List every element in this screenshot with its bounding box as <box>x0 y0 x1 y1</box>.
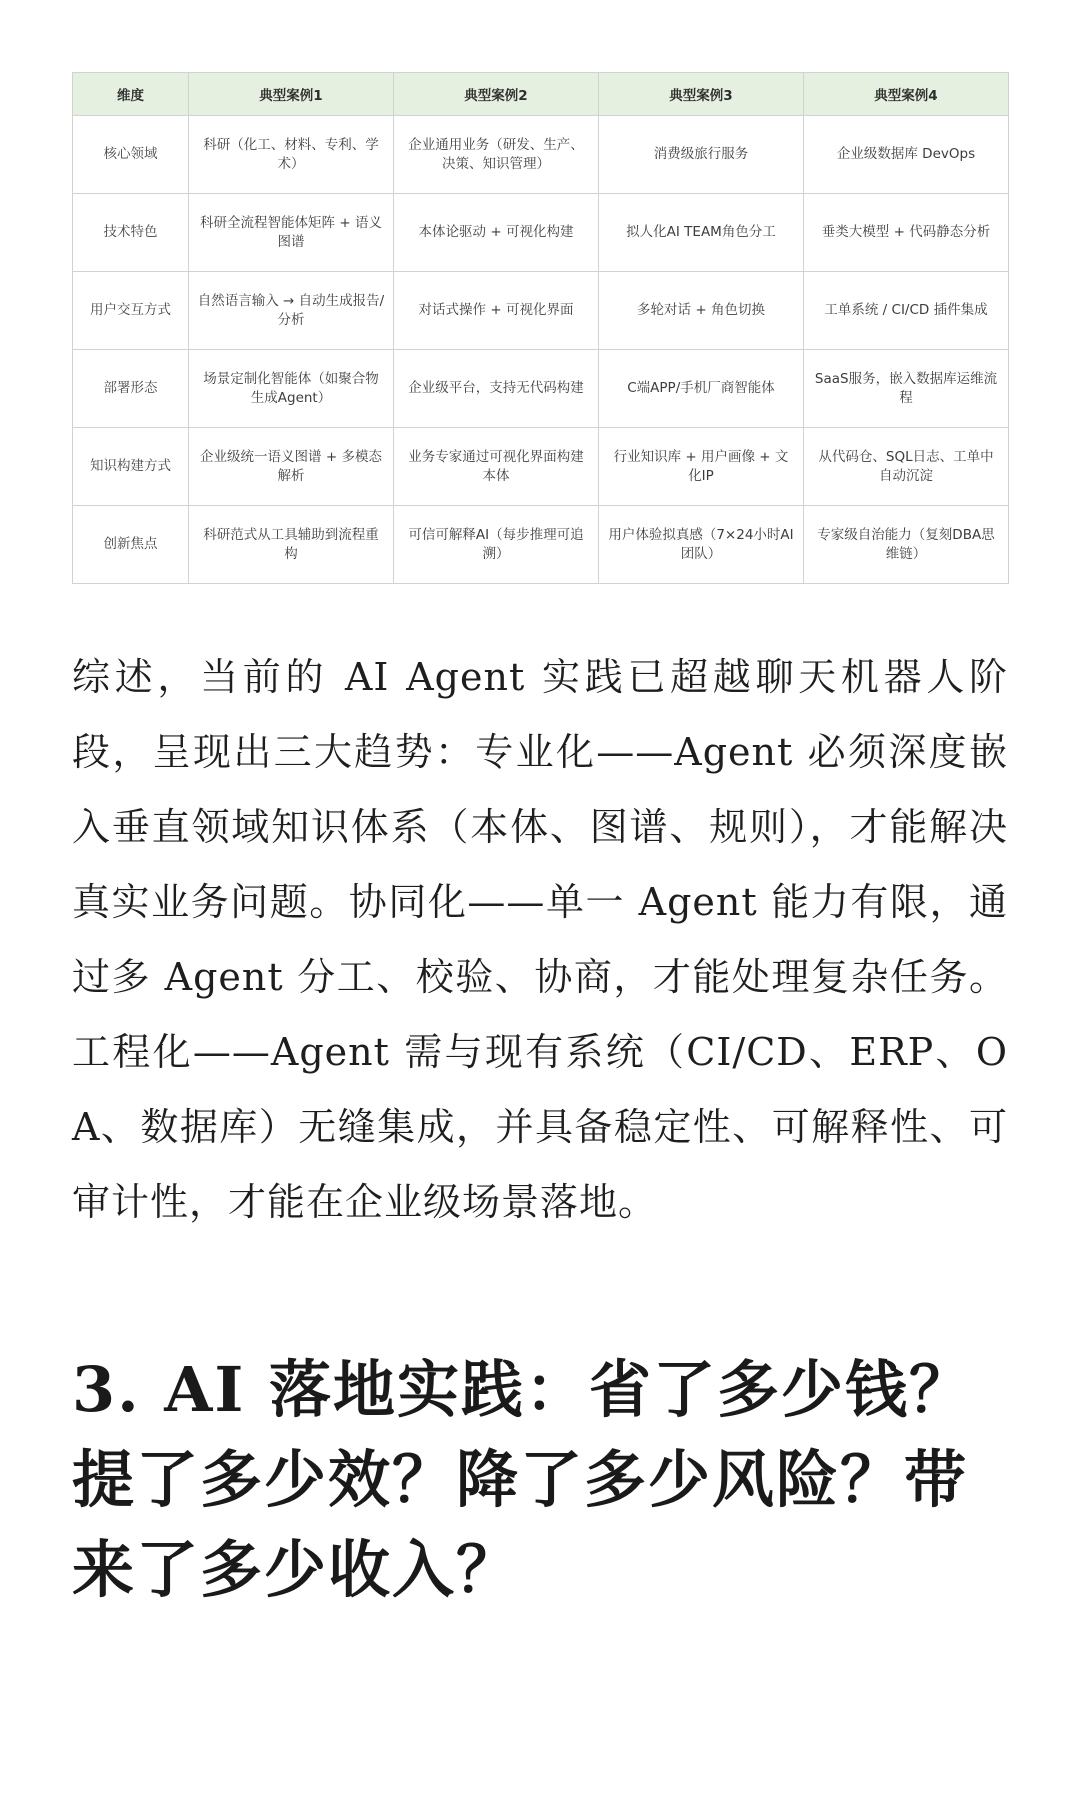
row-dimension-label: 用户交互方式 <box>73 272 189 350</box>
header-case-2: 典型案例2 <box>394 73 599 116</box>
table-row <box>73 350 1009 428</box>
table-cell: 科研全流程智能体矩阵 + 语义图谱 <box>189 194 394 272</box>
summary-paragraph: 综述，当前的 AI Agent 实践已超越聊天机器人阶段，呈现出三大趋势：专业化——Agent 必须深度嵌入垂直领域知识体系（本体、图谱、规则），才能解决真实业务问题。协同化——单一 Agent 能力有限，通过多 Agent 分工、校验、协商，才能处理复杂任务。工程化——Agent 需与现有系统（CI/CD、ERP、OA、数据库）无缝集成，并具备稳定性、可解释性、可审计性，才能在企业级场景落地。 <box>72 655 1008 1224</box>
table-cell: 垂类大模型 + 代码静态分析 <box>804 194 1009 272</box>
table-cell: C端APP/手机厂商智能体 <box>599 350 804 428</box>
table-cell: 对话式操作 + 可视化界面 <box>394 272 599 350</box>
table-cell: 可信可解释AI（每步推理可追溯） <box>394 506 599 584</box>
header-case-1: 典型案例1 <box>189 73 394 116</box>
table-cell: 消费级旅行服务 <box>599 116 804 194</box>
table-cell: 本体论驱动 + 可视化构建 <box>394 194 599 272</box>
table-cell: 专家级自治能力（复刻DBA思维链） <box>804 506 1009 584</box>
section-heading: 3. AI 落地实践：省了多少钱？提了多少效？降了多少风险？带来了多少收入？ <box>72 1353 974 1606</box>
table-cell: 用户体验拟真感（7×24小时AI团队） <box>599 506 804 584</box>
table-cell: 科研范式从工具辅助到流程重构 <box>189 506 394 584</box>
table-cell: 企业通用业务（研发、生产、决策、知识管理） <box>394 116 599 194</box>
table-row <box>73 428 1009 506</box>
header-case-4: 典型案例4 <box>804 73 1009 116</box>
table-cell: 拟人化AI TEAM角色分工 <box>599 194 804 272</box>
table-cell: SaaS服务，嵌入数据库运维流程 <box>804 350 1009 428</box>
table-cell: 工单系统 / CI/CD 插件集成 <box>804 272 1009 350</box>
table-row <box>73 272 1009 350</box>
row-dimension-label: 核心领域 <box>73 116 189 194</box>
table-cell: 多轮对话 + 角色切换 <box>599 272 804 350</box>
row-dimension-label: 技术特色 <box>73 194 189 272</box>
table-cell: 企业级数据库 DevOps <box>804 116 1009 194</box>
table-cell: 行业知识库 + 用户画像 + 文化IP <box>599 428 804 506</box>
row-dimension-label: 部署形态 <box>73 350 189 428</box>
table-row <box>73 194 1009 272</box>
header-case-3: 典型案例3 <box>599 73 804 116</box>
table-cell: 科研（化工、材料、专利、学术） <box>189 116 394 194</box>
row-dimension-label: 知识构建方式 <box>73 428 189 506</box>
table-row <box>73 506 1009 584</box>
table-cell: 企业级统一语义图谱 + 多模态解析 <box>189 428 394 506</box>
header-dimension: 维度 <box>73 73 189 116</box>
table-cell: 从代码仓、SQL日志、工单中自动沉淀 <box>804 428 1009 506</box>
row-dimension-label: 创新焦点 <box>73 506 189 584</box>
case-comparison-table <box>72 72 1009 584</box>
table-cell: 业务专家通过可视化界面构建本体 <box>394 428 599 506</box>
table-cell: 场景定制化智能体（如聚合物生成Agent） <box>189 350 394 428</box>
table-row <box>73 116 1009 194</box>
table-cell: 自然语言输入 → 自动生成报告/分析 <box>189 272 394 350</box>
case-comparison-table-wrapper <box>72 72 1008 584</box>
table-cell: 企业级平台，支持无代码构建 <box>394 350 599 428</box>
table-header-row <box>73 73 1009 116</box>
